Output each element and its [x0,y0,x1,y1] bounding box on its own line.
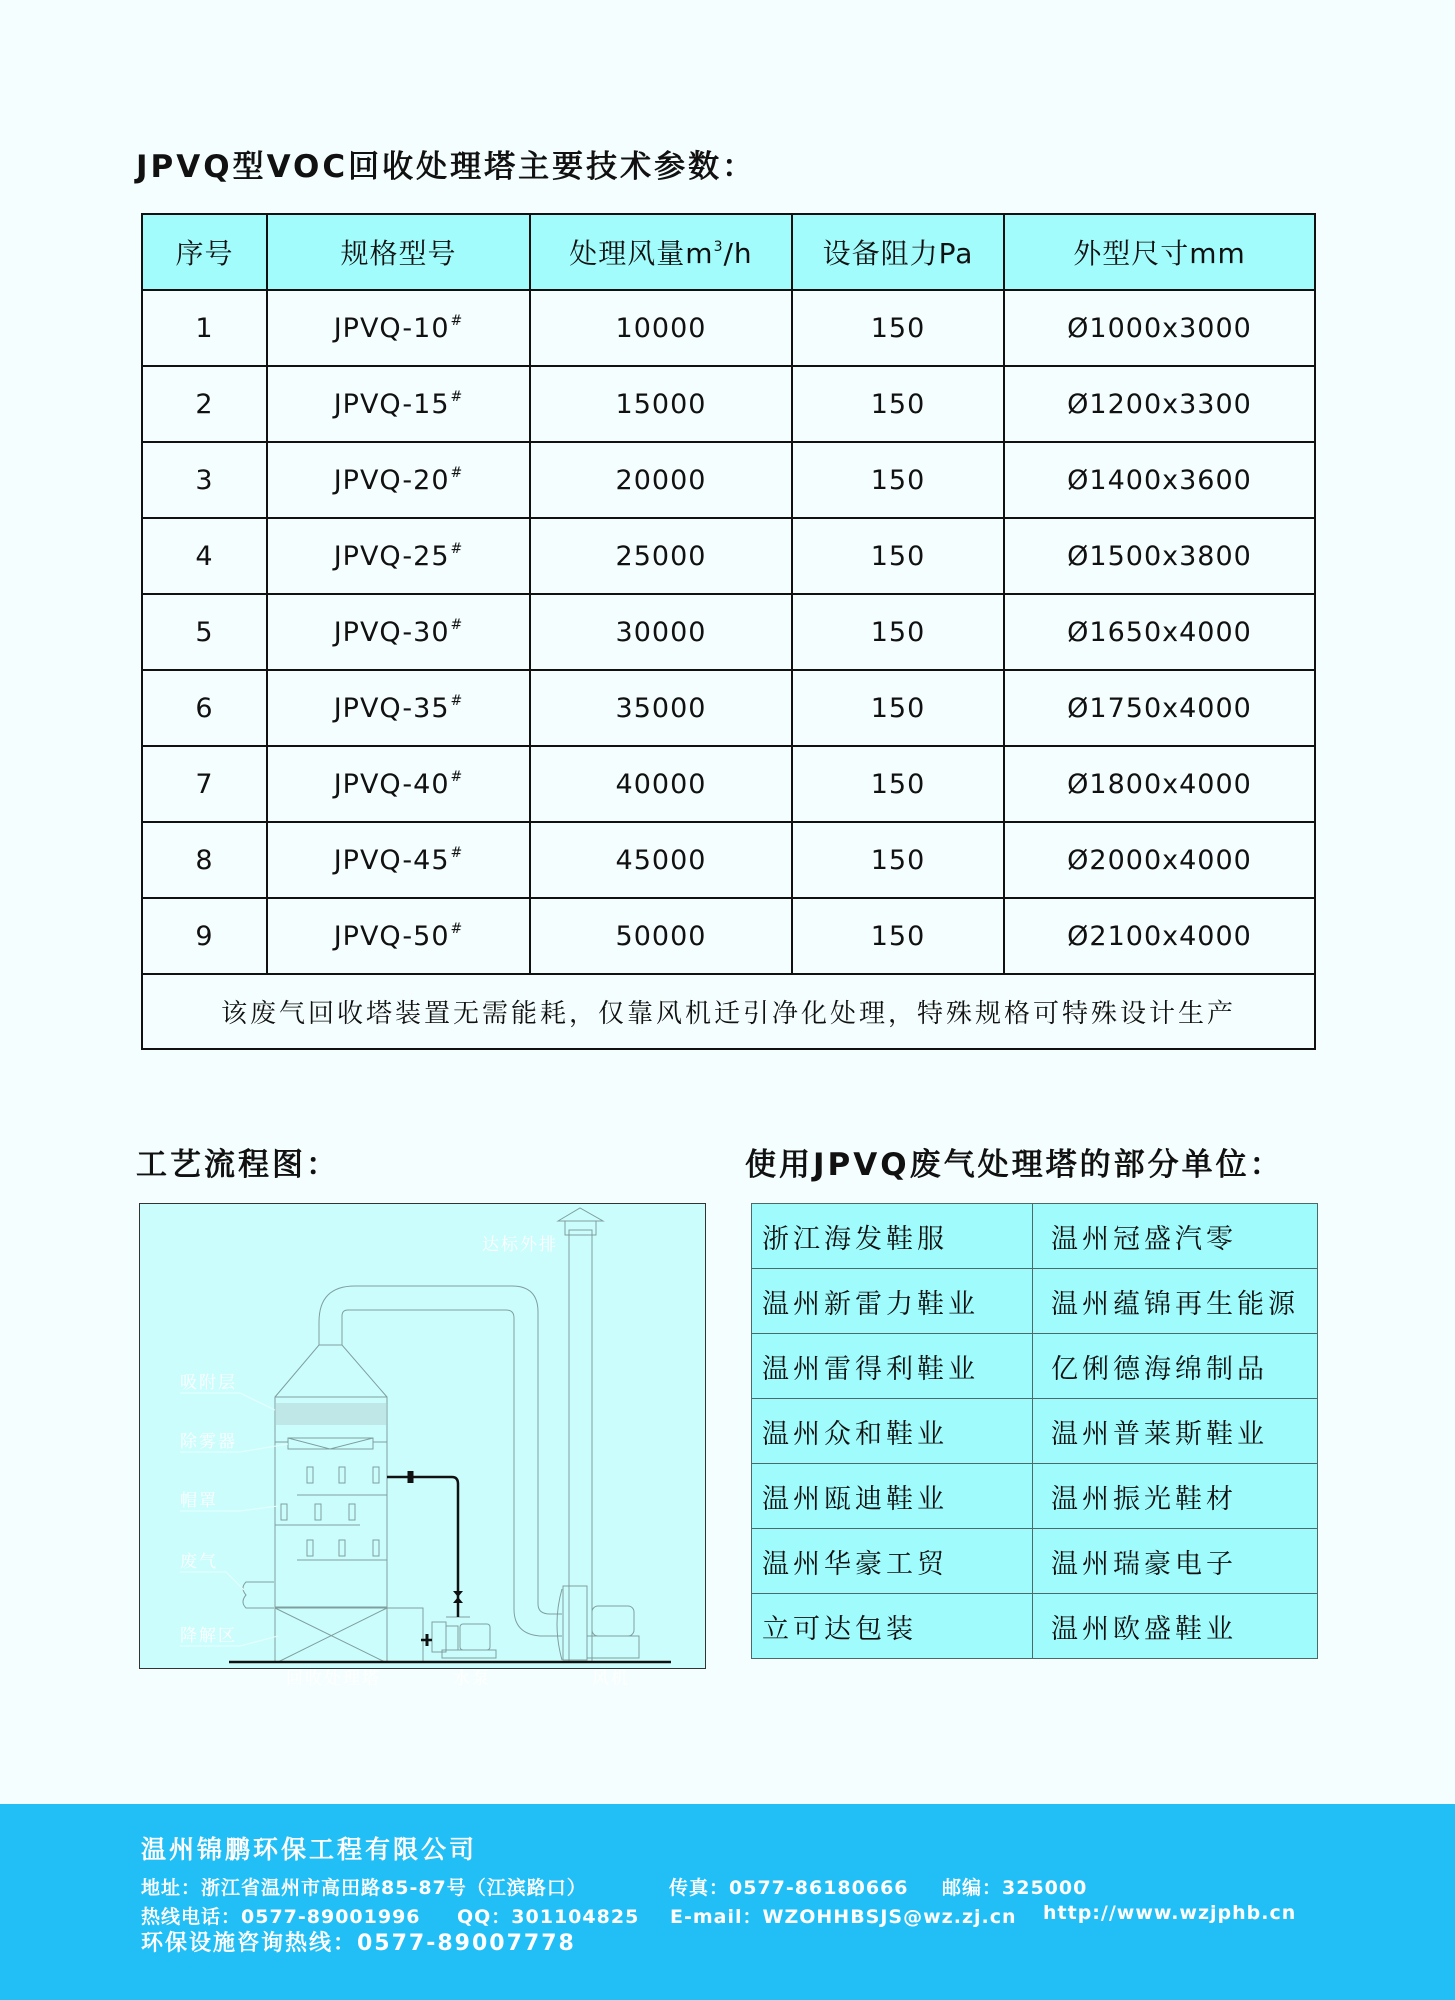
header-index: 序号 [142,214,267,290]
model-text: JPVQ-30 [333,616,450,648]
cell-index: 4 [142,518,267,594]
header-dimensions: 外型尺寸mm [1004,214,1315,290]
unit-name: 温州振光鞋材 [1033,1464,1318,1529]
model-mark: # [450,692,464,709]
label-recovery-tower: 回收处理塔 [286,1669,381,1689]
address: 地址：浙江省温州市高田路85-87号（江滨路口） [141,1877,587,1899]
cell-airflow: 25000 [530,518,792,594]
units-section-title: 使用JPVQ废气处理塔的部分单位： [745,1147,1284,1183]
fax: 传真：0577-86180666 [669,1877,909,1899]
cell-airflow: 30000 [530,594,792,670]
list-item [752,1269,1318,1334]
label-waste-gas: 废气 [180,1552,218,1572]
label-fan: 风机 [592,1669,630,1689]
model-mark: # [450,388,464,405]
model-mark: # [450,844,464,861]
label-water-pump: 水泵 [453,1669,491,1689]
demister-box [288,1438,373,1449]
unit-name: 浙江海发鞋服 [752,1204,1033,1269]
qq: QQ：301104825 [457,1906,640,1928]
cell-model [267,518,530,594]
cap-covers [281,1467,379,1556]
cell-index: 9 [142,898,267,974]
unit-name: 温州华豪工贸 [752,1529,1033,1594]
model-text: JPVQ-50 [333,920,450,952]
list-item [752,1399,1318,1464]
table-row [142,746,1315,822]
cell-model [267,898,530,974]
unit-name: 立可达包装 [752,1594,1033,1659]
table-row [142,442,1315,518]
spec-table-header [142,214,1315,290]
company-name: 温州锦鹏环保工程有限公司 [141,1835,478,1864]
fan-motor [592,1606,634,1636]
cell-resistance: 150 [792,822,1004,898]
cell-resistance: 150 [792,670,1004,746]
adsorption-layer [276,1403,386,1425]
label-demister: 除雾器 [180,1432,237,1452]
duct-outer [319,1286,562,1614]
cell-resistance: 150 [792,366,1004,442]
cell-airflow: 45000 [530,822,792,898]
table-row [142,898,1315,974]
cell-index: 6 [142,670,267,746]
table-note-row [142,974,1315,1049]
fan-housing [563,1586,587,1660]
table-row [142,822,1315,898]
header-model: 规格型号 [267,214,530,290]
cell-model [267,290,530,366]
unit-name: 温州新雷力鞋业 [752,1269,1033,1334]
valve-icon [453,1591,463,1603]
header-resistance: 设备阻力Pa [792,214,1004,290]
unit-name: 温州雷得利鞋业 [752,1334,1033,1399]
spec-table [141,213,1316,1050]
spec-section-title: JPVQ型VOC回收处理塔主要技术参数： [136,149,757,185]
cell-dimensions: Ø1500x3800 [1004,518,1315,594]
model-text: JPVQ-20 [333,464,450,496]
list-item [752,1204,1318,1269]
table-note: 该废气回收塔装置无需能耗，仅靠风机迁引净化处理，特殊规格可特殊设计生产 [142,974,1315,1049]
model-text: JPVQ-35 [333,692,450,724]
unit-name: 温州欧盛鞋业 [1033,1594,1318,1659]
cell-airflow: 50000 [530,898,792,974]
cell-dimensions: Ø2100x4000 [1004,898,1315,974]
label-adsorption-layer: 吸附层 [180,1373,237,1393]
table-row [142,518,1315,594]
unit-name: 温州瓯迪鞋业 [752,1464,1033,1529]
pump-motor [460,1624,490,1650]
model-text: JPVQ-25 [333,540,450,572]
stack-cap [558,1208,603,1221]
cell-airflow: 40000 [530,746,792,822]
cube-superscript: 3 [713,239,724,255]
model-mark: # [450,616,464,633]
waste-gas-inlet [243,1582,274,1608]
cell-dimensions: Ø1200x3300 [1004,366,1315,442]
header-airflow-unit: /h [723,237,753,270]
cell-airflow: 35000 [530,670,792,746]
spray-pipe [387,1477,458,1617]
process-diagram-drawing [140,1204,707,1689]
label-degradation-zone: 降解区 [180,1626,237,1646]
table-row [142,290,1315,366]
units-table [751,1203,1318,1659]
model-mark: # [450,768,464,785]
cell-index: 7 [142,746,267,822]
list-item [752,1594,1318,1659]
header-airflow [530,214,792,290]
unit-name: 温州瑞豪电子 [1033,1529,1318,1594]
cell-index: 8 [142,822,267,898]
unit-name: 温州众和鞋业 [752,1399,1033,1464]
process-section-title: 工艺流程图： [136,1147,340,1183]
postcode: 邮编：325000 [942,1877,1088,1899]
model-text: JPVQ-10 [333,312,450,344]
tower-cone [275,1345,387,1397]
model-mark: # [450,920,464,937]
table-row [142,366,1315,442]
cell-dimensions: Ø1000x3000 [1004,290,1315,366]
cell-resistance: 150 [792,290,1004,366]
model-mark: # [450,540,464,557]
cell-resistance: 150 [792,746,1004,822]
cell-index: 2 [142,366,267,442]
cell-model [267,822,530,898]
label-exhaust: 达标外排 [482,1235,558,1255]
website-link[interactable]: http://www.wzjphb.cn [1043,1902,1297,1924]
hotline: 热线电话：0577-89001996 [141,1906,421,1928]
cell-index: 3 [142,442,267,518]
exhaust-stack [569,1230,592,1662]
cell-resistance: 150 [792,898,1004,974]
process-flow-diagram [139,1203,706,1689]
unit-name: 温州蕴锦再生能源 [1033,1269,1318,1334]
email-link[interactable]: E-mail：WZOHHBSJS@wz.zj.cn [670,1906,1017,1928]
cell-model [267,594,530,670]
table-row [142,670,1315,746]
cell-model [267,366,530,442]
consult-hotline: 环保设施咨询热线：0577-89007778 [141,1931,576,1956]
cell-airflow: 10000 [530,290,792,366]
model-text: JPVQ-45 [333,844,450,876]
table-row [142,594,1315,670]
cell-airflow: 15000 [530,366,792,442]
cell-index: 1 [142,290,267,366]
model-mark: # [450,312,464,329]
unit-name: 温州冠盛汽零 [1033,1204,1318,1269]
cell-resistance: 150 [792,518,1004,594]
cell-dimensions: Ø1400x3600 [1004,442,1315,518]
unit-name: 温州普莱斯鞋业 [1033,1399,1318,1464]
footer [0,1804,1455,2000]
cell-dimensions: Ø2000x4000 [1004,822,1315,898]
cell-model [267,746,530,822]
tower-body [275,1397,387,1607]
cell-resistance: 150 [792,442,1004,518]
list-item [752,1529,1318,1594]
cell-resistance: 150 [792,594,1004,670]
list-item [752,1334,1318,1399]
cell-model [267,670,530,746]
model-text: JPVQ-40 [333,768,450,800]
duct-inner [342,1310,562,1636]
cell-dimensions: Ø1650x4000 [1004,594,1315,670]
label-cap-cover: 帽罩 [180,1491,218,1511]
cell-dimensions: Ø1750x4000 [1004,670,1315,746]
cell-index: 5 [142,594,267,670]
cell-model [267,442,530,518]
model-mark: # [450,464,464,481]
unit-name: 亿俐德海绵制品 [1033,1334,1318,1399]
list-item [752,1464,1318,1529]
cell-dimensions: Ø1800x4000 [1004,746,1315,822]
cell-airflow: 20000 [530,442,792,518]
header-airflow-label: 处理风量m [569,237,714,270]
model-text: JPVQ-15 [333,388,450,420]
